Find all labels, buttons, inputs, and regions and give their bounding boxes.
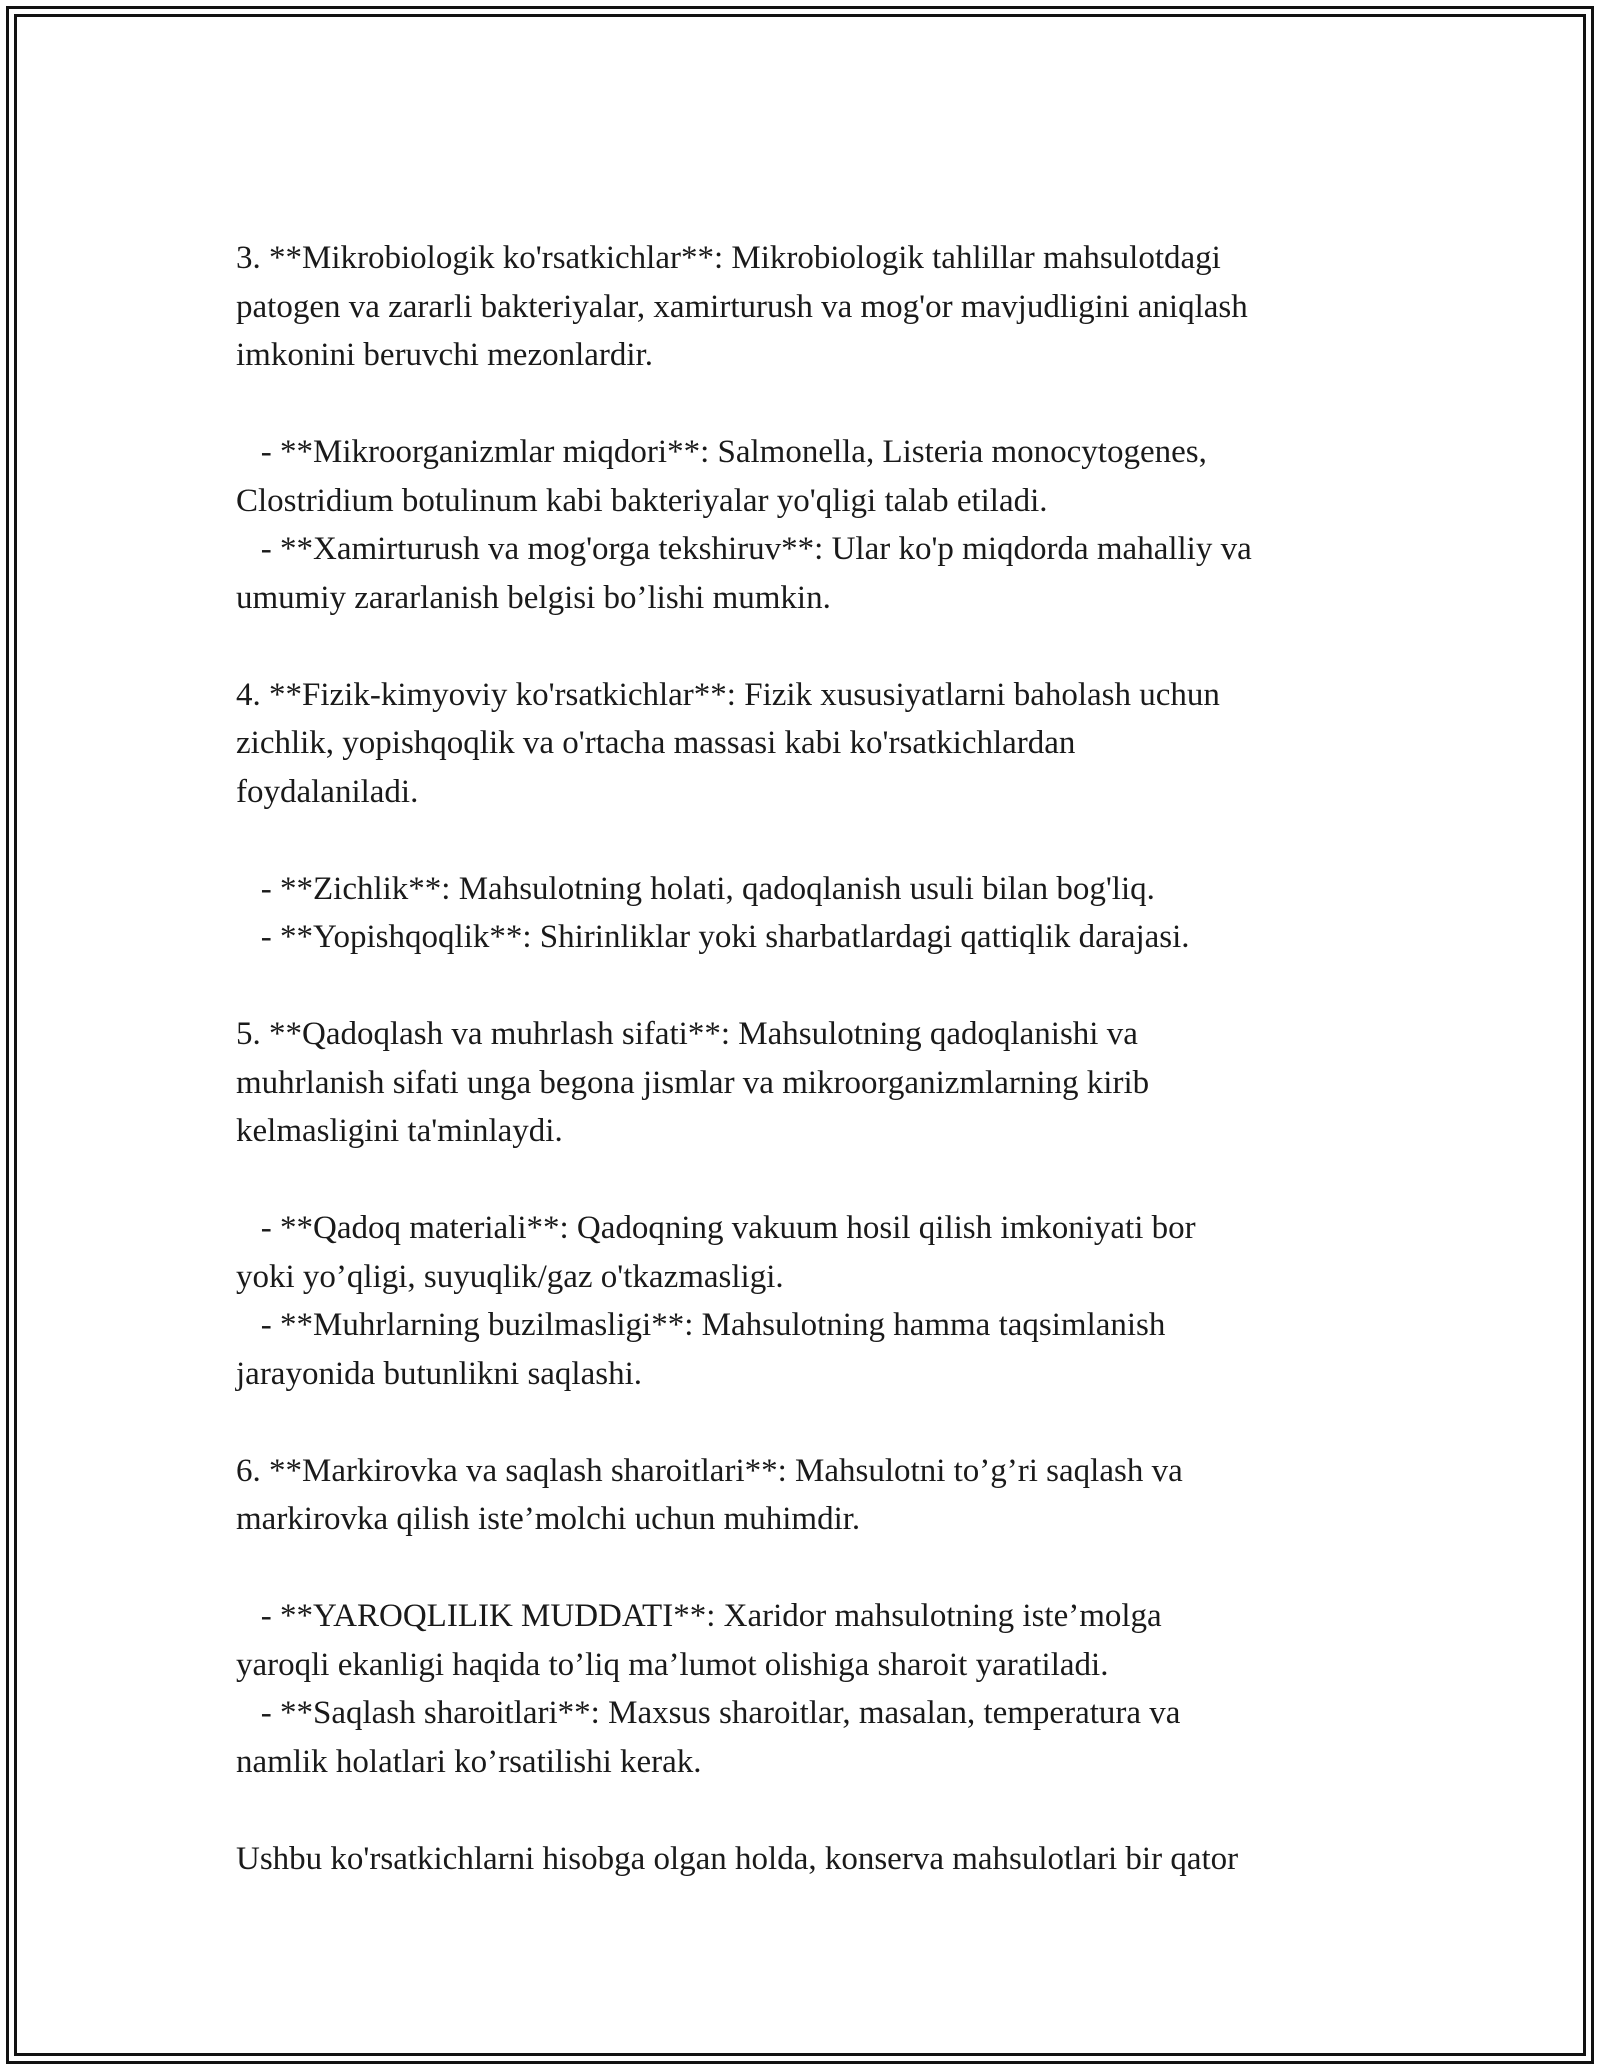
text-line: markirovka qilish iste’molchi uchun muhimdir. (236, 1501, 861, 1537)
blank-line (236, 1156, 1376, 1205)
blank-line (236, 622, 1376, 671)
text-line: zichlik, yopishqoqlik va o'rtacha massasi kabi ko'rsatkichlardan (236, 725, 1076, 761)
text-line: patogen va zararli bakteriyalar, xamirturush va mog'or mavjudligini aniqlash (236, 288, 1248, 325)
blank-line (236, 962, 1376, 1011)
text-line: - **Qadoq materiali**: Qadoqning vakuum hosil qilish imkoniyati bor (236, 1210, 1196, 1246)
text-line: 5. **Qadoqlash va muhrlash sifati**: Mahsulotning qadoqlanishi va (236, 1016, 1138, 1052)
text-line: yaroqli ekanligi haqida to’liq ma’lumot olishiga sharoit yaratiladi. (236, 1646, 1109, 1683)
text-line: jarayonida butunlikni saqlashi. (236, 1355, 643, 1392)
text-line: 4. **Fizik-kimyoviy ko'rsatkichlar**: Fizik xususiyatlarni baholash uchun (236, 676, 1220, 713)
text-line: foydalaniladi. (236, 773, 419, 810)
blank-line (236, 1786, 1376, 1835)
text-line: 3. **Mikrobiologik ko'rsatkichlar**: Mikrobiologik tahlillar mahsulotdagi (236, 240, 1221, 276)
text-line: - **Yopishqoqlik**: Shirinliklar yoki sharbatlardagi qattiqlik darajasi. (236, 919, 1190, 955)
text-line: 6. **Markirovka va saqlash sharoitlari**: Mahsulotni to’g’ri saqlash va (236, 1452, 1183, 1489)
blank-line (236, 380, 1376, 429)
text-line: imkonini beruvchi mezonlardir. (236, 337, 653, 373)
text-line: - **YAROQLILIK MUDDATI**: Xaridor mahsulotning iste’molga (236, 1598, 1162, 1634)
text-line: kelmasligini ta'minlaydi. (236, 1113, 563, 1149)
text-line: umumiy zararlanish belgisi bo’lishi mumkin. (236, 579, 831, 616)
document-body (236, 234, 1376, 1883)
text-line: muhrlanish sifati unga begona jismlar va mikroorganizmlarning kirib (236, 1064, 1150, 1101)
blank-line (236, 816, 1376, 865)
text-line: - **Mikroorganizmlar miqdori**: Salmonella, Listeria monocytogenes, (236, 434, 1207, 470)
text-line: - **Zichlik**: Mahsulotning holati, qadoqlanish usuli bilan bog'liq. (236, 870, 1155, 907)
blank-line (236, 1544, 1376, 1593)
text-line: - **Saqlash sharoitlari**: Maxsus sharoitlar, masalan, temperatura va (236, 1695, 1181, 1731)
blank-line (236, 1398, 1376, 1447)
text-line: namlik holatlari ko’rsatilishi kerak. (236, 1743, 702, 1780)
text-line: Clostridium botulinum kabi bakteriyalar yo'qligi talab etiladi. (236, 482, 1048, 519)
text-line: - **Xamirturush va mog'orga tekshiruv**: Ular ko'p miqdorda mahalliy va (236, 531, 1252, 567)
text-line: Ushbu ko'rsatkichlarni hisobga olgan holda, konserva mahsulotlari bir qator (236, 1840, 1239, 1877)
text-line: yoki yo’qligi, suyuqlik/gaz o'tkazmasligi. (236, 1258, 784, 1295)
text-line: - **Muhrlarning buzilmasligi**: Mahsulotning hamma taqsimlanish (236, 1307, 1166, 1343)
